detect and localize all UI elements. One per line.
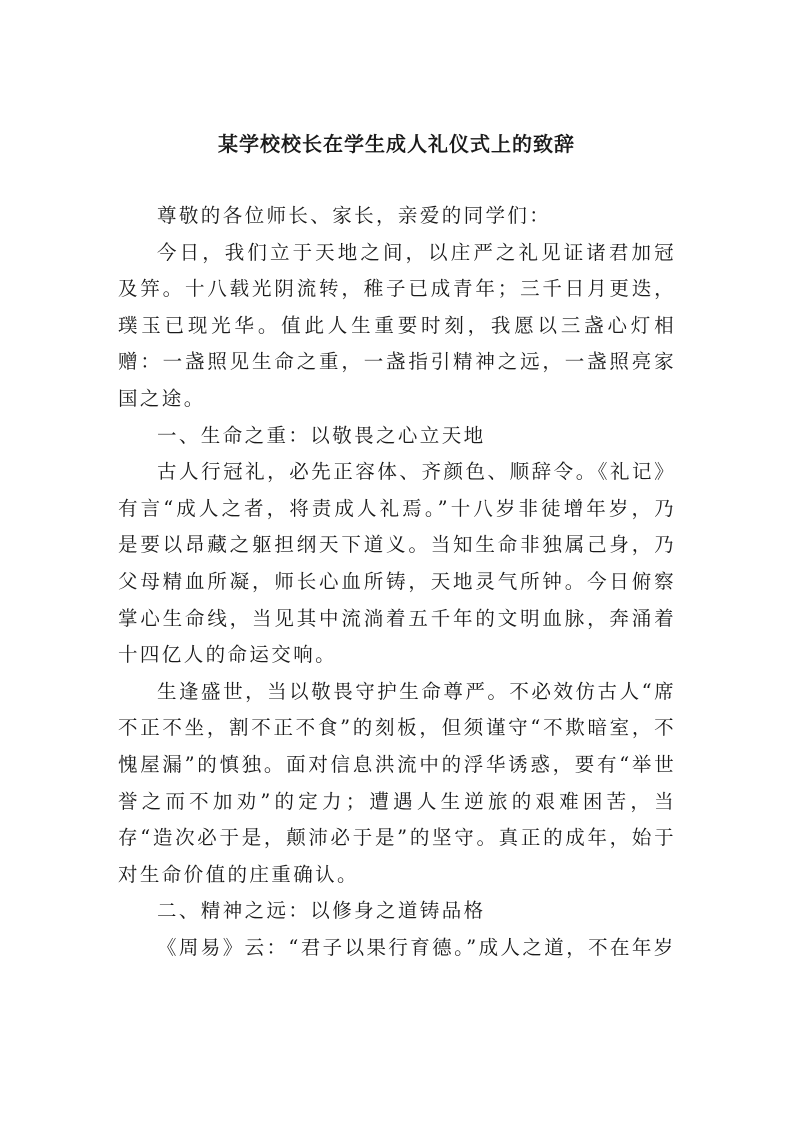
- body-paragraph: 生逢盛世，当以敬畏守护生命尊严。不必效仿古人“席不正不坐，割不正不食”的刻板，但须谨守“不欺暗室，不愧屋漏”的慎独。面对信息洪流中的浮华诱惑，要有“举世誉之而不加劝”的定力；遭遇人生逆旅的艰难困苦，当存“造次必于是，颠沛必于是”的坚守。真正的成年，始于对生命价值的庄重确认。: [118, 679, 676, 886]
- opening-paragraph: 今日，我们立于天地之间，以庄严之礼见证诸君加冠及笄。十八载光阴流转，稚子已成青年；三千日月更迭，璞玉已现光华。值此人生重要时刻，我愿以三盏心灯相赠：一盏照见生命之重，一盏指引精神之远，一盏照亮家国之途。: [118, 240, 676, 410]
- document-title: 某学校校长在学生成人礼仪式上的致辞: [218, 132, 575, 156]
- body-paragraph: 古人行冠礼，必先正容体、齐颜色、顺辞令。《礼记》有言“成人之者，将责成人礼焉。”十八岁非徒增年岁，乃是要以昂藏之躯担纲天下道义。当知生命非独属己身，乃父母精血所凝，师长心血所铸，天地灵气所钟。今日俯察掌心生命线，当见其中流淌着五千年的文明血脉，奔涌着十四亿人的命运交响。: [118, 460, 676, 667]
- body-paragraph: 《周易》云：“君子以果行育德。”成人之道，不在年岁: [157, 935, 676, 959]
- section-heading-1: 一、生命之重：以敬畏之心立天地: [157, 423, 486, 447]
- salutation-paragraph: 尊敬的各位师长、家长，亲爱的同学们：: [157, 204, 552, 227]
- document-body: [118, 198, 676, 966]
- section-heading-2: 二、精神之远：以修身之道铸品格: [157, 899, 486, 923]
